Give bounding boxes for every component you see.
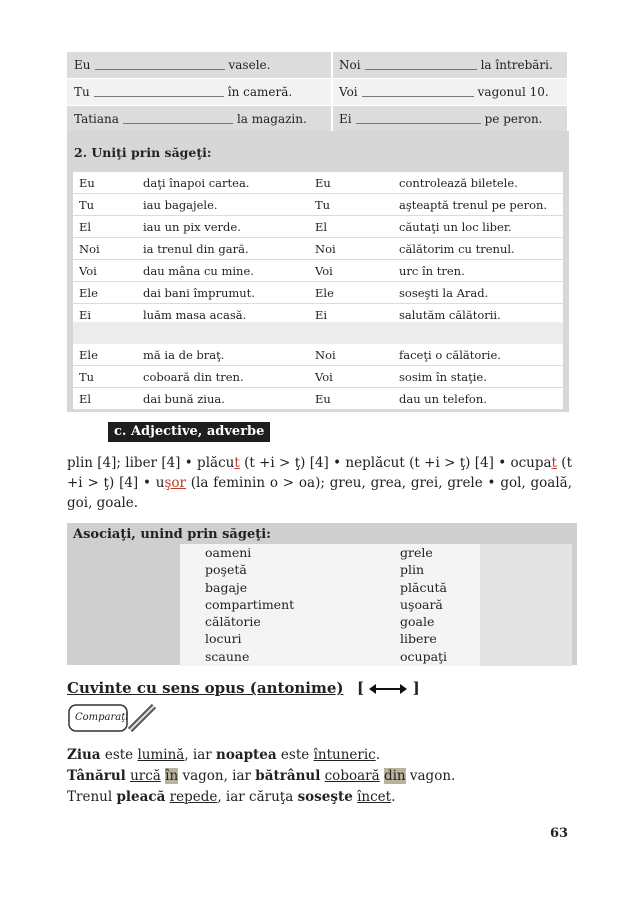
match-row (73, 216, 563, 238)
match-row (73, 388, 563, 410)
blank-line[interactable] (94, 87, 224, 97)
match-section-title: 2. Uniţi prin săgeţi: (74, 145, 212, 160)
associate-title: Asociaţi, unind prin săgeţi: (73, 527, 271, 542)
noun-item[interactable]: oameni (205, 545, 252, 560)
verb-right: faceţi o călătorie. (399, 347, 501, 362)
subject-right: Noi (315, 347, 336, 362)
verb-left: mă ia de braţ. (143, 347, 225, 362)
verb-right: sosim în staţie. (399, 369, 487, 384)
subject-right: Noi (315, 241, 336, 256)
subject-left: Tu (79, 197, 95, 212)
adjective-item[interactable]: goale (400, 614, 435, 630)
text: vagon. (405, 768, 456, 784)
fill-row (67, 79, 567, 106)
verb-left: coboară din tren. (143, 369, 244, 384)
highlight-letter: t (234, 455, 240, 471)
bold-word: Ziua (67, 747, 101, 763)
highlighted-word: din (383, 768, 406, 784)
adjective-list (400, 544, 447, 665)
fill-tail: în cameră. (227, 85, 293, 99)
verb-right: aşteaptă trenul pe peron. (399, 197, 548, 212)
noun-list (205, 544, 294, 665)
match-row (73, 282, 563, 304)
noun-item[interactable]: bagaje (205, 579, 248, 595)
fill-tail: la magazin. (236, 112, 307, 126)
fill-subject: Eu (74, 58, 91, 72)
subject-right: Voi (315, 263, 333, 278)
match-row (73, 238, 563, 260)
verb-right: căutaţi un loc liber. (399, 219, 512, 234)
verb-left: dau mâna cu mine. (143, 263, 254, 278)
associate-inner-right (480, 544, 572, 666)
verb-right: controlează biletele. (399, 175, 518, 190)
underlined-word: lumină (137, 747, 185, 763)
adjective-item[interactable]: grele (400, 545, 433, 560)
fill-tail: vagonul 10. (477, 85, 549, 99)
subject-left: Ele (79, 285, 98, 300)
adjective-item[interactable]: libere (400, 631, 437, 647)
sentence-3 (67, 789, 395, 805)
verb-left: dai bani împrumut. (143, 285, 255, 300)
match-row (73, 172, 563, 194)
bracket-close: ] (412, 679, 420, 697)
subject-right: Tu (315, 197, 331, 212)
bold-word: soseşte (297, 789, 353, 805)
blank-line[interactable] (365, 60, 477, 70)
adjective-item[interactable]: plin (400, 562, 425, 578)
verb-left: dai bună ziua. (143, 391, 225, 406)
paragraph-text: (t +i > ţ) [4] • neplăcut (t +i > ţ) [4] • ocupa (239, 455, 552, 471)
fill-row (67, 52, 567, 79)
text: este (100, 747, 138, 763)
bracket-open: [ (357, 679, 365, 697)
noun-item[interactable]: călătorie (205, 614, 261, 630)
double-arrow-icon (369, 683, 407, 695)
page-number: 63 (550, 826, 569, 841)
verb-left: iau bagajele. (143, 197, 218, 212)
text: . (375, 747, 381, 763)
highlight-letter: şor (164, 475, 186, 491)
match-row (73, 344, 563, 366)
verb-right: salutăm călătorii. (399, 307, 501, 322)
blank-line[interactable] (362, 87, 474, 97)
paragraph-text: (t +i > ţ) [4] • u (67, 455, 572, 491)
adjective-item[interactable]: uşoară (400, 596, 443, 612)
adjective-item[interactable]: plăcută (400, 579, 447, 595)
fill-subject: Ei (339, 112, 352, 126)
antonyms-heading: Cuvinte cu sens opus (antonime) (67, 679, 344, 697)
text: , iar căruţa (217, 789, 298, 805)
subject-right: Ele (315, 285, 334, 300)
bold-word: noaptea (216, 747, 277, 763)
verb-left: iau un pix verde. (143, 219, 241, 234)
fill-tail: pe peron. (484, 112, 543, 126)
match-table-b (73, 344, 563, 410)
text: vagon, iar (178, 768, 256, 784)
fill-in-table (67, 52, 567, 133)
fill-subject: Tu (74, 85, 90, 99)
paragraph-text: (la feminin o > oa); greu, grea, grei, grele • gol, goală, goi, goale. (67, 475, 572, 511)
blank-line[interactable] (123, 114, 233, 124)
subject-right: El (315, 219, 328, 234)
paragraph-text: plin [4]; liber [4] • plăcu (67, 455, 235, 471)
verb-left: daţi înapoi cartea. (143, 175, 250, 190)
verb-right: dau un telefon. (399, 391, 487, 406)
subject-left: El (79, 219, 92, 234)
fill-row (67, 106, 567, 133)
bold-word: bătrânul (255, 768, 321, 784)
underlined-word: repede (169, 789, 218, 805)
match-row (73, 366, 563, 388)
fill-subject: Noi (339, 58, 361, 72)
noun-item[interactable]: poşetă (205, 562, 247, 578)
sentence-2 (67, 768, 455, 784)
subject-right: Voi (315, 369, 333, 384)
noun-item[interactable]: scaune (205, 648, 250, 664)
subject-left: Ele (79, 347, 98, 362)
subject-right: Eu (315, 391, 331, 406)
fill-subject: Tatiana (74, 112, 119, 126)
fill-subject: Voi (339, 85, 358, 99)
text: este (276, 747, 314, 763)
subject-left: Voi (79, 263, 97, 278)
subject-left: El (79, 391, 92, 406)
adjective-item[interactable]: ocupaţi (400, 648, 448, 664)
match-table-spacer (73, 322, 563, 344)
bold-word: pleacă (116, 789, 166, 805)
subject-left: Eu (79, 175, 95, 190)
subject-right: Ei (315, 307, 328, 322)
match-table-a (73, 172, 563, 326)
match-row (73, 194, 563, 216)
noun-item[interactable]: locuri (205, 631, 242, 647)
bold-word: Tânărul (67, 768, 126, 784)
highlight-letter: t (551, 455, 557, 471)
subject-left: Ei (79, 307, 92, 322)
verb-right: călătorim cu trenul. (399, 241, 515, 256)
underlined-word: întuneric (313, 747, 376, 763)
sentence-1 (67, 747, 380, 763)
subject-left: Tu (79, 369, 95, 384)
text: . (391, 789, 396, 805)
section-heading: c. Adjective, adverbe (108, 422, 270, 442)
subject-right: Eu (315, 175, 331, 190)
underlined-word: coboară (324, 768, 380, 784)
underlined-word: urcă (130, 768, 161, 784)
fill-tail: la întrebări. (480, 58, 553, 72)
match-row (73, 260, 563, 282)
blank-line[interactable] (356, 114, 481, 124)
underlined-word: încet (357, 789, 392, 805)
highlighted-word: în (165, 768, 179, 784)
antonym-arrow-bracket (357, 679, 420, 697)
compare-label: Comparaţi (75, 712, 129, 723)
verb-right: urc în tren. (399, 263, 465, 278)
verb-right: soseşti la Arad. (399, 285, 489, 300)
subject-left: Noi (79, 241, 100, 256)
blank-line[interactable] (95, 60, 225, 70)
text: Trenul (67, 789, 117, 805)
verb-left: luăm masa acasă. (143, 307, 247, 322)
adjectives-paragraph (67, 453, 572, 513)
verb-left: ia trenul din gară. (143, 241, 249, 256)
text: , iar (184, 747, 217, 763)
compare-badge (68, 702, 156, 736)
noun-item[interactable]: compartiment (205, 596, 295, 612)
fill-tail: vasele. (228, 58, 271, 72)
